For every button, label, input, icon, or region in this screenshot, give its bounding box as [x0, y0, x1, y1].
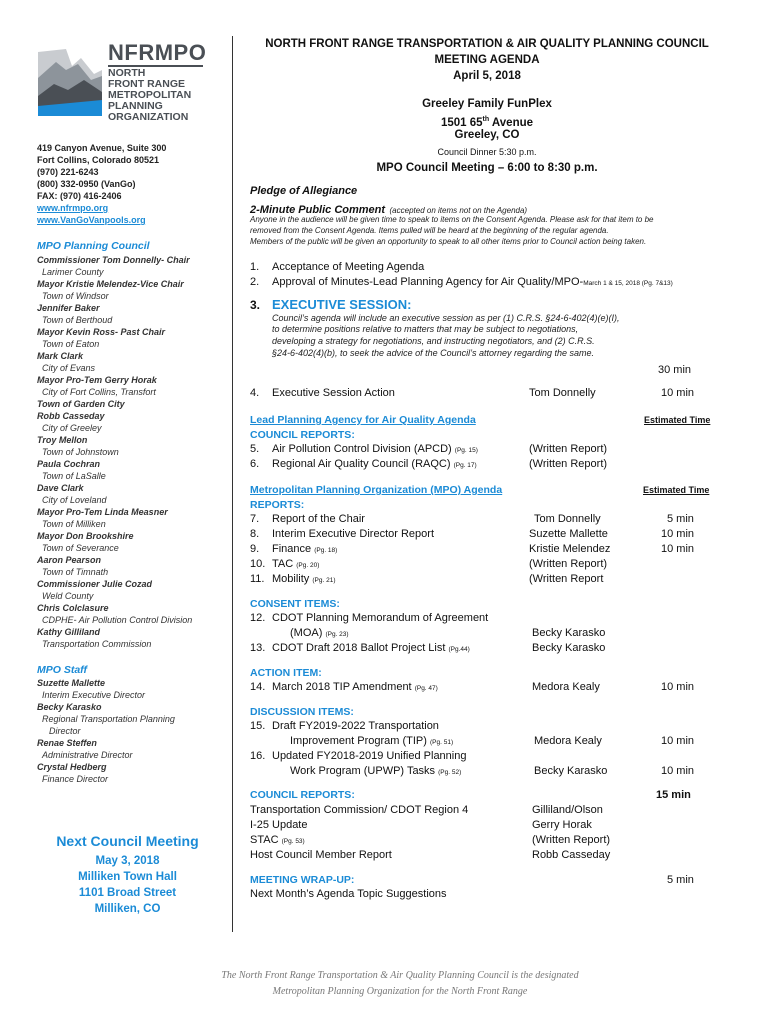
- agenda-subtitle: MEETING AGENDA: [434, 54, 540, 66]
- item-presenter: Gerry Horak: [532, 819, 592, 831]
- member-name: Troy Mellon: [37, 435, 88, 445]
- item-presenter: Tom Donnelly: [529, 387, 596, 399]
- item-page-ref: (Pg. 21): [312, 577, 336, 584]
- item-number: 1.: [250, 261, 260, 273]
- item-time: 15 min: [656, 789, 691, 801]
- item-time: 5 min: [667, 874, 694, 886]
- member-name: Chris Colclasure: [37, 603, 109, 613]
- item-title: Interim Executive Director Report: [272, 528, 434, 540]
- item-number: 15.: [250, 720, 266, 732]
- agenda-title: NORTH FRONT RANGE TRANSPORTATION & AIR QUALITY PLANNING COUNCIL: [265, 38, 709, 50]
- item-page-ref: March 1 & 15, 2018 (Pg. 7&13): [583, 280, 673, 287]
- address-street: Avenue: [489, 116, 534, 129]
- logo-line: PLANNING: [108, 100, 163, 112]
- member-name: Mayor Kevin Ross- Past Chair: [37, 327, 166, 337]
- item-text: Work Program (UPWP) Tasks: [290, 765, 436, 777]
- item-title: Executive Session Action: [272, 387, 395, 399]
- venue-city: Greeley, CO: [454, 129, 520, 141]
- member-name: Dave Clark: [37, 483, 84, 493]
- item-title-continued: [290, 765, 461, 777]
- logo-line: ORGANIZATION: [108, 111, 189, 123]
- next-meeting-date: May 3, 2018: [95, 855, 160, 867]
- item-text: Improvement Program (TIP): [290, 735, 427, 747]
- estimated-time-header: Estimated Time: [644, 415, 711, 425]
- meeting-wrap-up-heading: MEETING WRAP-UP:: [250, 874, 355, 886]
- member-name: Commissioner Tom Donnelly- Chair: [37, 255, 190, 265]
- next-meeting-venue: Milliken Town Hall: [78, 871, 177, 883]
- member-org: City of Fort Collins, Transfort: [42, 387, 156, 397]
- member-org: Weld County: [42, 591, 94, 601]
- item-number: 16.: [250, 750, 266, 762]
- item-title: [272, 642, 470, 654]
- public-comment-text: Members of the public will be given an opportunity to speak to all other items prior to Council action being taken.: [250, 237, 647, 246]
- mountain-logo-icon: [36, 40, 106, 120]
- discussion-items-heading: DISCUSSION ITEMS:: [250, 706, 354, 718]
- item-number: 5.: [250, 443, 260, 455]
- next-meeting-city: Milliken, CO: [94, 903, 161, 915]
- item-time: 10 min: [661, 528, 695, 540]
- member-org: Town of Eaton: [42, 339, 100, 349]
- item-number: 14.: [250, 681, 266, 693]
- item-number: 2.: [250, 276, 260, 288]
- item-page-ref: (Pg. 18): [314, 547, 338, 554]
- member-org: Town of Timnath: [42, 567, 109, 577]
- footer-line: The North Front Range Transportation & Air Quality Planning Council is the designated: [221, 970, 579, 981]
- item-text: Approval of Minutes-Lead Planning Agency for Air Quality/MPO-: [272, 276, 584, 288]
- contact-line: 419 Canyon Avenue, Suite 300: [37, 143, 167, 153]
- item-number: 7.: [250, 513, 260, 525]
- logo-line: FRONT RANGE: [108, 78, 185, 90]
- item-title: CDOT Planning Memorandum of Agreement: [272, 612, 489, 624]
- website-link[interactable]: www.nfrmpo.org: [37, 203, 109, 213]
- action-item-heading: ACTION ITEM:: [250, 667, 322, 679]
- contact-line: (800) 332-0950 (VanGo): [37, 179, 136, 189]
- staff-name: Renae Steffen: [37, 738, 97, 748]
- agenda-date: April 5, 2018: [453, 70, 521, 82]
- item-page-ref: (Pg. 51): [429, 739, 454, 746]
- member-org: Town of Berthoud: [42, 315, 113, 325]
- council-heading: MPO Planning Council: [37, 240, 150, 252]
- logo-subtitle: [108, 68, 191, 123]
- item-number: 4.: [250, 387, 260, 399]
- item-text: (MOA): [290, 627, 323, 639]
- footer-note: [200, 968, 600, 1000]
- staff-name: Becky Karasko: [37, 702, 102, 712]
- member-org: Transportation Commission: [42, 639, 152, 649]
- item-presenter: Gilliland/Olson: [532, 804, 603, 816]
- staff-heading: MPO Staff: [37, 664, 87, 676]
- member-name: Paula Cochran: [37, 459, 101, 469]
- member-org: City of Evans: [42, 363, 96, 373]
- logo-line: NORTH: [108, 67, 146, 79]
- executive-session-text: developing a strategy for negotiations, and instructing negotiators, and (2) C.R.S.: [272, 336, 595, 346]
- item-text: CDOT Draft 2018 Ballot Project List: [272, 642, 446, 654]
- item-number: 12.: [250, 612, 266, 624]
- item-number: 13.: [250, 642, 266, 654]
- item-presenter: Medora Kealy: [534, 735, 602, 747]
- item-time: 10 min: [661, 387, 695, 399]
- item-time: 5 min: [667, 513, 694, 525]
- report-title: Host Council Member Report: [250, 849, 392, 861]
- item-page-ref: (Pg. 53): [281, 838, 305, 845]
- vango-website-link[interactable]: www.VanGoVanpools.org: [37, 215, 146, 225]
- item-presenter: (Written Report): [532, 834, 611, 846]
- member-org: Larimer County: [42, 267, 104, 277]
- member-org: City of Loveland: [42, 495, 107, 505]
- item-title: Draft FY2019-2022 Transportation: [272, 720, 439, 732]
- member-name: Mark Clark: [37, 351, 84, 361]
- item-title: [272, 573, 335, 585]
- item-presenter: (Written Report): [529, 558, 608, 570]
- report-title: Transportation Commission/ CDOT Region 4: [250, 804, 469, 816]
- item-title: [272, 458, 477, 470]
- item-text: Air Pollution Control Division (APCD): [272, 443, 452, 455]
- member-name: Jennifer Baker: [37, 303, 100, 313]
- item-text: TAC: [272, 558, 294, 570]
- item-number: 3.: [250, 298, 261, 312]
- item-text: Mobility: [272, 573, 310, 585]
- council-members-list: [37, 254, 192, 650]
- member-org: Town of Garden City: [37, 399, 125, 409]
- item-presenter: Medora Kealy: [532, 681, 600, 693]
- item-page-ref: (Pg. 47): [414, 685, 438, 692]
- public-comment-note: (accepted on items not on the Agenda): [389, 206, 528, 215]
- item-number: 6.: [250, 458, 260, 470]
- executive-session-text: to determine positions relative to matters that may be subject to negotiations,: [272, 324, 579, 334]
- report-title: I-25 Update: [250, 819, 308, 831]
- member-org: Town of Severance: [42, 543, 119, 553]
- item-presenter: Becky Karasko: [534, 765, 608, 777]
- contact-line: Fort Collins, Colorado 80521: [37, 155, 160, 165]
- item-page-ref: (Pg.44): [448, 646, 470, 653]
- logo-wordmark: NFRMPO: [108, 40, 207, 65]
- public-comment-heading: 2-Minute Public Comment: [250, 204, 386, 216]
- contact-line: FAX: (970) 416-2406: [37, 191, 122, 201]
- staff-list: [37, 677, 175, 785]
- report-title: [250, 834, 305, 846]
- address-number: 1501 65: [440, 116, 483, 129]
- item-presenter: Tom Donnelly: [534, 513, 601, 525]
- item-time: 10 min: [661, 765, 695, 777]
- item-text: Regional Air Quality Council (RAQC): [272, 458, 451, 470]
- item-page-ref: (Pg. 23): [325, 631, 349, 638]
- item-time: 30 min: [658, 364, 692, 376]
- public-comment-text: removed from the Consent Agenda. Items pulled will be heard at the beginning of the regular agenda.: [250, 226, 609, 235]
- address-suffix: th: [482, 116, 490, 123]
- member-org: Town of Windsor: [42, 291, 109, 301]
- member-name: Mayor Kristie Melendez-Vice Chair: [37, 279, 184, 289]
- item-title: Report of the Chair: [272, 513, 365, 525]
- item-time: 10 min: [661, 735, 695, 747]
- member-org: City of Greeley: [42, 423, 102, 433]
- executive-session-heading: EXECUTIVE SESSION:: [272, 297, 412, 312]
- item-page-ref: (Pg. 17): [453, 462, 477, 469]
- council-reports-heading: COUNCIL REPORTS:: [250, 789, 355, 801]
- staff-role: Administrative Director: [42, 750, 133, 760]
- item-number: 8.: [250, 528, 260, 540]
- item-presenter: Becky Karasko: [532, 627, 606, 639]
- pledge-heading: Pledge of Allegiance: [250, 185, 358, 197]
- item-title: Acceptance of Meeting Agenda: [272, 261, 425, 273]
- member-org: Town of Milliken: [42, 519, 106, 529]
- staff-role: Interim Executive Director: [42, 690, 146, 700]
- member-name: Commissioner Julie Cozad: [37, 579, 153, 589]
- member-name: Aaron Pearson: [37, 555, 102, 565]
- staff-role: Finance Director: [42, 774, 109, 784]
- public-comment-text: Anyone in the audience will be given time to speak to items on the Consent Agenda. Please ask for that item to be: [250, 215, 654, 224]
- logo-line: METROPOLITAN: [108, 89, 192, 101]
- item-text: STAC: [250, 834, 279, 846]
- estimated-time-header: Estimated Time: [643, 485, 710, 495]
- item-page-ref: (Pg. 15): [454, 447, 478, 454]
- item-title: [272, 276, 673, 288]
- item-page-ref: (Pg. 52): [438, 769, 462, 776]
- member-name: Mayor Don Brookshire: [37, 531, 134, 541]
- item-time: 10 min: [661, 543, 695, 555]
- staff-name: Crystal Hedberg: [37, 762, 107, 772]
- item-presenter: (Written Report): [529, 458, 608, 470]
- item-time: 10 min: [661, 681, 695, 693]
- report-title: Next Month’s Agenda Topic Suggestions: [250, 888, 447, 900]
- member-org: Town of Johnstown: [42, 447, 119, 457]
- venue-name: Greeley Family FunPlex: [422, 98, 552, 110]
- item-title: [272, 681, 438, 693]
- member-name: Mayor Pro-Tem Linda Measner: [37, 507, 168, 517]
- item-page-ref: (Pg. 20): [296, 562, 320, 569]
- item-title-continued: [290, 735, 453, 747]
- next-meeting-details: [40, 853, 215, 917]
- contact-line: (970) 221-6243: [37, 167, 99, 177]
- item-title: [272, 543, 337, 555]
- item-text: Finance: [272, 543, 312, 555]
- member-org: CDPHE- Air Pollution Control Division: [42, 615, 193, 625]
- item-number: 10.: [250, 558, 266, 570]
- staff-name: Suzette Mallette: [37, 678, 106, 688]
- member-name: Mayor Pro-Tem Gerry Horak: [37, 375, 157, 385]
- next-meeting-heading: Next Council Meeting: [56, 833, 199, 849]
- member-org: Town of LaSalle: [42, 471, 106, 481]
- consent-items-heading: CONSENT ITEMS:: [250, 598, 340, 610]
- staff-role: Director: [49, 726, 81, 736]
- item-number: 9.: [250, 543, 260, 555]
- member-name: Kathy Gilliland: [37, 627, 101, 637]
- executive-session-text: Council’s agenda will include an executive session as per (1) C.R.S. §24-6-402(4)(e)(I),: [272, 313, 620, 323]
- item-presenter: Kristie Melendez: [529, 543, 611, 555]
- item-presenter: (Written Report: [529, 573, 604, 585]
- item-presenter: Becky Karasko: [532, 642, 606, 654]
- nfrmpo-logo: [36, 40, 207, 123]
- member-name: Robb Casseday: [37, 411, 105, 421]
- air-quality-agenda-heading: Lead Planning Agency for Air Quality Agenda: [250, 414, 476, 426]
- council-dinner: Council Dinner 5:30 p.m.: [437, 147, 537, 157]
- item-presenter: Suzette Mallette: [529, 528, 608, 540]
- footer-line: Metropolitan Planning Organization for the North Front Range: [272, 986, 528, 997]
- next-meeting-address: 1101 Broad Street: [78, 887, 177, 899]
- mpo-agenda-heading: Metropolitan Planning Organization (MPO) Agenda: [250, 484, 503, 496]
- meeting-time: MPO Council Meeting – 6:00 to 8:30 p.m.: [376, 162, 598, 174]
- reports-heading: REPORTS:: [250, 499, 305, 511]
- item-number: 11.: [250, 573, 265, 585]
- item-presenter: (Written Report): [529, 443, 608, 455]
- item-title-continued: [290, 627, 349, 639]
- staff-role: Regional Transportation Planning: [42, 714, 175, 724]
- column-divider: [232, 36, 233, 932]
- executive-session-text: §24-6-402(4)(b), to seek the advice of the Council’s attorney regarding the same.: [272, 348, 595, 358]
- item-presenter: Robb Casseday: [532, 849, 611, 861]
- contact-info: [37, 142, 166, 226]
- item-text: March 2018 TIP Amendment: [272, 681, 412, 693]
- item-title: [272, 558, 319, 570]
- council-reports-heading: COUNCIL REPORTS:: [250, 429, 355, 441]
- item-title: [272, 443, 478, 455]
- item-title: Updated FY2018-2019 Unified Planning: [272, 750, 467, 762]
